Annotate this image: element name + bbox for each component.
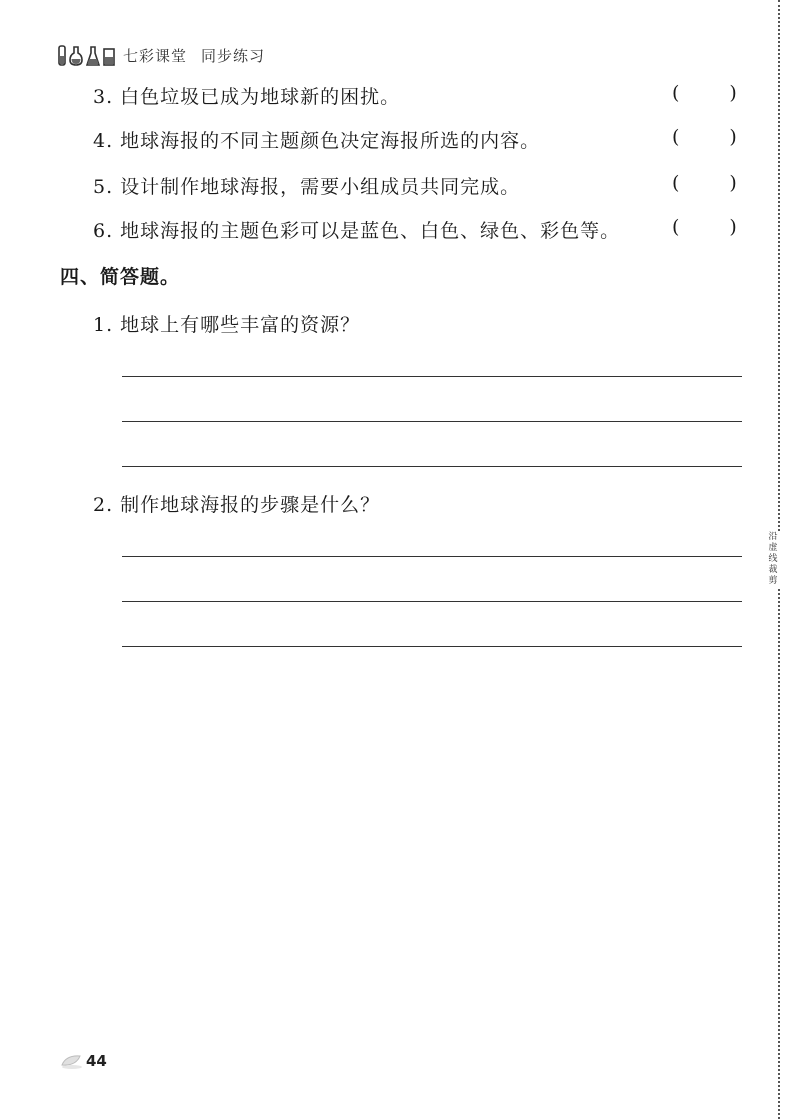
answer-line[interactable] [122, 556, 742, 557]
judgement-item-5: 5. 设计制作地球海报，需要小组成员共同完成。 [93, 176, 521, 198]
page-number: 44 [86, 1052, 107, 1070]
leaf-decoration-icon [60, 1053, 84, 1069]
lab-equipment-icon [58, 44, 115, 66]
answer-blank-6[interactable]: ( ) [672, 216, 737, 238]
page-header [58, 40, 265, 70]
answer-blank-3[interactable]: ( ) [672, 82, 737, 104]
answer-blank-5[interactable]: ( ) [672, 172, 737, 194]
judgement-item-4: 4. 地球海报的不同主题颜色决定海报所选的内容。 [93, 130, 541, 152]
answer-line[interactable] [122, 376, 742, 377]
answer-line[interactable] [122, 466, 742, 467]
answer-blank-4[interactable]: ( ) [672, 126, 737, 148]
question-1: 1. 地球上有哪些丰富的资源？ [93, 314, 361, 336]
series-title: 七彩课堂 [123, 46, 188, 65]
section-title: 四、简答题。 [60, 266, 181, 288]
cut-label: 沿虚线裁剪 [766, 532, 780, 587]
question-2: 2. 制作地球海报的步骤是什么？ [93, 494, 381, 516]
page-footer [60, 1046, 107, 1076]
judgement-item-6: 6. 地球海报的主题色彩可以是蓝色、白色、绿色、彩色等。 [93, 220, 621, 242]
answer-line[interactable] [122, 601, 742, 602]
answer-line[interactable] [122, 421, 742, 422]
answer-line[interactable] [122, 646, 742, 647]
judgement-item-3: 3. 白色垃圾已成为地球新的困扰。 [93, 86, 401, 108]
series-subtitle: 同步练习 [201, 46, 266, 65]
